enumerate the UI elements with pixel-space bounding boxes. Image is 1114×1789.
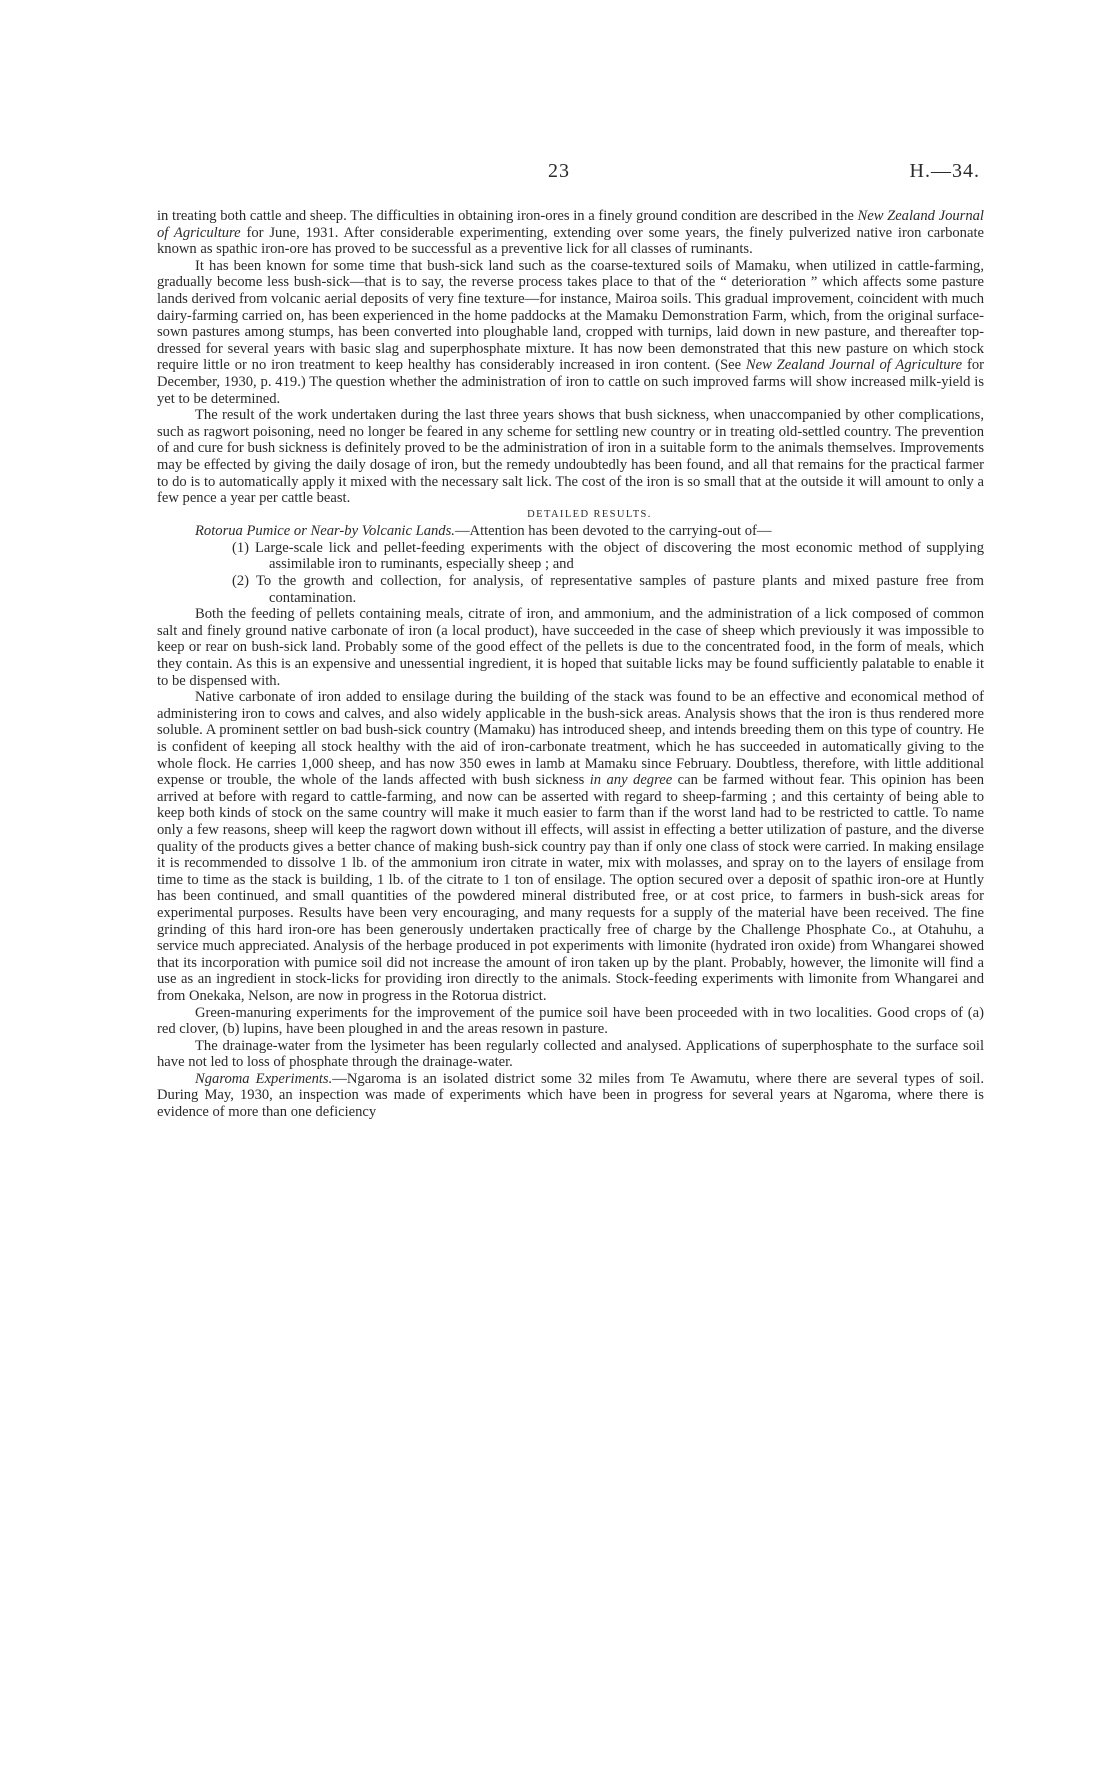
subheading-italic: Ngaroma Experiments. xyxy=(195,1070,333,1087)
text-run: —Ngaroma is an isolated district some 32 miles from Te Awamutu, where there are several types of soil. During May, 1930, an inspection was made of experiments which have been in progress for several years at Ngaroma, where there is evidence of more than one deficiency xyxy=(157,1070,984,1121)
paragraph-6 xyxy=(157,689,984,1004)
text-run: for December, 1930, p. 419.) The question whether the administration of iron to cattle on such improved farms will show increased milk-yield is yet to be determined. xyxy=(157,357,984,407)
page-number: 23 xyxy=(548,160,570,182)
section-title: DETAILED RESULTS. xyxy=(527,508,652,520)
list-item-2: (2) To the growth and collection, for analysis, of representative samples of pasture plants and mixed pasture free from contamination. xyxy=(232,573,984,606)
list-item-1: (1) Large-scale lick and pellet-feeding experiments with the object of discovering the most economic method of supplying assimilable iron to ruminants, especially sheep ; and xyxy=(232,539,984,573)
journal-title-italic: New Zealand Journal of Agriculture xyxy=(745,357,963,374)
text-run: It has been known for some time that bush-sick land such as the coarse-textured soils of Mamaku, when utilized in cattle-farming, gradually become less bush-sick—that is to say, the reverse process takes place to that of the “ deterioration ” which affects some pasture lands derived from volcanic aerial deposits of very fine texture—for instance, Mairoa soils. This gradual improvement, coincident with much dairy-farming carried on, has been experienced in the home paddocks at the Mamaku Demonstration Farm, which, from the original surface-sown pastures among stumps, has been converted into ploughable land, cropped with turnips, laid down in new pasture, and thereafter top-dressed for several years with basic slag and superphosphate mixture. It has now been demonstrated that this new pasture on which stock require little or no iron treatment to keep healthy has considerably increased in iron content. (See xyxy=(157,257,984,374)
paragraph-8: The drainage-water from the lysimeter has been regularly collected and analysed. Applications of superphosphate to the surface soil have not led to loss of phosphate through the drainage-water. xyxy=(157,1037,984,1071)
paragraph-3: The result of the work undertaken during the last three years shows that bush sickness, when unaccompanied by other complications, such as ragwort poisoning, need no longer be feared in any scheme for settling new country or in treating old-settled country. The prevention of and cure for bush sickness is definitely proved to be the administration of iron in a suitable form to the animals themselves. Improvements may be effected by giving the daily dosage of iron, but the remedy undoubtedly has been found, and all that remains for the practical farmer to do is to automatically apply it mixed with the necessary salt lick. The cost of the iron is so small that at the outside it will amount to only a few pence a year per cattle beast. xyxy=(157,407,984,507)
paragraph-9 xyxy=(157,1071,984,1121)
paragraph-7: Green-manuring experiments for the improvement of the pumice soil have been proceeded with in two localities. Good crops of (a) red clover, (b) lupins, have been ploughed in and the areas resown in pasture. xyxy=(157,1004,984,1038)
text-run: in treating both cattle and sheep. The difficulties in obtaining iron-ores in a finely ground condition are described in the xyxy=(157,208,858,224)
text-run: can be farmed without fear. This opinion has been arrived at before with regard to cattle-farming, and now can be asserted with regard to sheep-farming ; and this certainty of being able to keep both kinds of stock on the same country will make it much easier to farm than if the worst land had to be restricted to cattle. To name only a few reasons, sheep will keep the ragwort down without ill effects, will assist in effecting a better utilization of pasture, and the diverse quality of the products gives a better chance of making bush-sick country pay than if only one class of stock were carried. In making ensilage it is recommended to dissolve 1 lb. of the ammonium iron citrate in water, mix with molasses, and spray on to the layers of ensilage from time to time as the stack is building, 1 lb. of the citrate to 1 ton of ensilage. The option secured over a deposit of spathic iron-ore at Huntly has been continued, and small quantities of the powdered mineral distributed free, or at cost price, to farmers in bush-sick areas for experimental purposes. Results have been very encouraging, and many requests for a supply of the material have been received. The fine grinding of this hard iron-ore has been generously undertaken practically free of charge by the Challenge Phosphate Co., at Otahuhu, a service much appreciated. Analysis of the herbage produced in pot experiments with limonite (hydrated iron oxide) from Whangarei showed that its incorporation with pumice soil did not increase the amount of iron taken up by the plant. Probably, however, the limonite will find a use as an ingredient in stock-licks for providing iron directly to the animals. Stock-feeding experiments with limonite from Whangarei and from Onekaka, Nelson, are now in progress in the Rotorua district. xyxy=(157,772,984,1004)
body-text xyxy=(157,208,984,1121)
paragraph-5: Both the feeding of pellets containing meals, citrate of iron, and ammonium, and the administration of a lick composed of common salt and finely ground native carbonate of iron (a local product), have succeeded in the case of sheep which previously it was impossible to keep or rear on bush-sick land. Probably some of the good effect of the pellets is due to the concentrated food, in the form of meals, which they contain. As this is an expensive and unessential ingredient, it is hoped that suitable licks may be found sufficiently palatable to enable it to be dispensed with. xyxy=(157,606,984,689)
paragraph-4 xyxy=(157,523,984,540)
text-run: for June, 1931. After considerable experimenting, extending over some years, the finely pulverized native iron carbonate known as spathic iron-ore has proved to be successful as a preventive lick for all classes of ruminants. xyxy=(157,224,984,258)
paragraph-2 xyxy=(157,258,984,407)
page-header xyxy=(0,160,1114,184)
emphasis-italic: in any degree xyxy=(589,772,673,789)
text-run: —Attention has been devoted to the carrying-out of— xyxy=(454,523,772,540)
journal-title-italic: New Zealand Journal of Agriculture xyxy=(157,208,984,241)
text-run: Native carbonate of iron added to ensilage during the building of the stack was found to be an effective and economical method of administering iron to cows and calves, and also widely applicable in the bush-sick areas. Analysis shows that the iron is thus rendered more soluble. A prominent settler on bad bush-sick country (Mamaku) has introduced sheep, and intends breeding them on this type of country. He is confident of keeping all stock healthy with the aid of iron-carbonate treatment, which he has succeeded in automatically giving to the whole flock. He carries 1,000 sheep, and has now 350 ewes in lamb at Mamaku since February. Doubtless, therefore, with little additional expense or trouble, the whole of the lands affected with bush sickness xyxy=(157,689,984,789)
paragraph-1 xyxy=(157,208,984,258)
subheading-italic: Rotorua Pumice or Near-by Volcanic Lands. xyxy=(195,523,455,540)
document-reference: H.—34. xyxy=(909,160,980,182)
